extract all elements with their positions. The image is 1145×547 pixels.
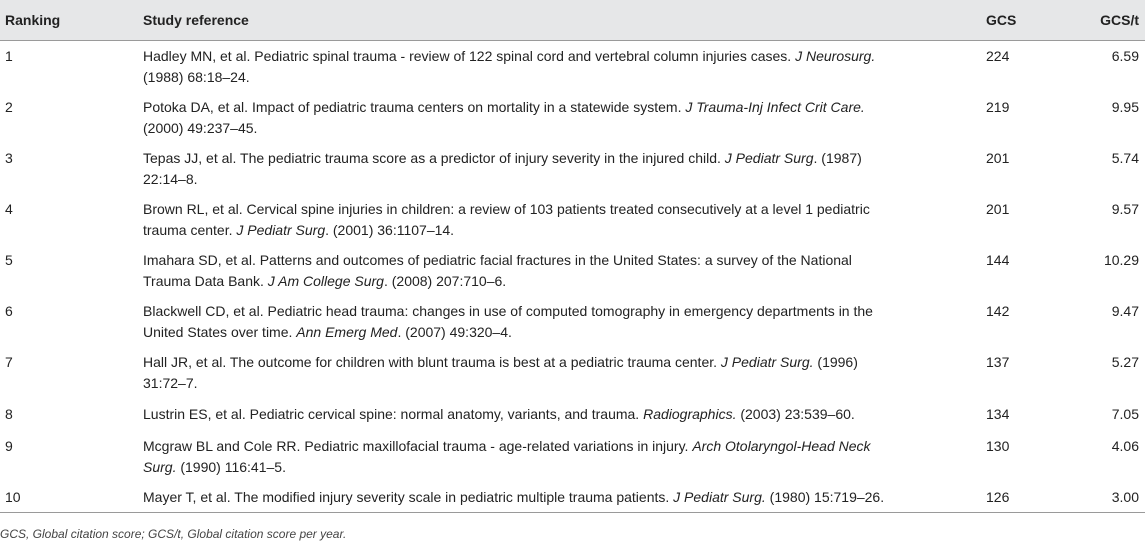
table-footnote: GCS, Global citation score; GCS/t, Global citation score per year. — [0, 527, 347, 541]
cell-ranking: 9 — [5, 437, 13, 454]
table-row — [0, 398, 1145, 431]
ref-journal: J Pediatr Surg — [236, 221, 326, 238]
table-row — [0, 296, 1145, 347]
cell-gcs-per-year: 5.74 — [1111, 149, 1139, 166]
cell-gcs: 142 — [986, 302, 1010, 319]
ref-text: Blackwell CD, et al. Pediatric head trauma: changes in use of computed tomography in emergency departments in the United States over time. — [143, 302, 873, 340]
cell-study-reference — [143, 245, 913, 296]
cell-gcs: 137 — [986, 353, 1010, 370]
table-body — [0, 40, 1145, 512]
cell-gcs: 201 — [986, 149, 1010, 166]
ref-journal: J Pediatr Surg. — [673, 488, 766, 505]
cell-gcs-per-year: 9.95 — [1111, 98, 1139, 115]
cell-ranking: 4 — [5, 200, 13, 217]
cell-gcs-per-year: 4.06 — [1111, 437, 1139, 454]
cell-study-reference — [143, 398, 913, 431]
ref-journal: J Trauma-Inj Infect Crit Care. — [685, 98, 865, 115]
cell-gcs: 224 — [986, 47, 1010, 64]
cell-ranking: 7 — [5, 353, 13, 370]
cell-gcs: 144 — [986, 251, 1010, 268]
ref-journal: J Neurosurg. — [795, 47, 876, 64]
ref-journal: J Am College Surg — [267, 272, 384, 289]
cell-study-reference — [143, 143, 913, 194]
table-row — [0, 194, 1145, 245]
ref-text: Potoka DA, et al. Impact of pediatric trauma centers on mortality in a statewide system. — [143, 98, 686, 115]
ref-citation: . (1987) 22:14–8. — [143, 149, 862, 187]
ref-text: Hall JR, et al. The outcome for children with blunt trauma is best at a pediatric trauma center. — [143, 353, 721, 370]
cell-ranking: 8 — [5, 405, 13, 422]
cell-study-reference — [143, 92, 913, 143]
table-row — [0, 40, 1145, 92]
ref-citation: (2003) 23:539–60. — [736, 405, 855, 422]
cell-gcs: 130 — [986, 437, 1010, 454]
table-row — [0, 92, 1145, 143]
ref-text: Hadley MN, et al. Pediatric spinal trauma - review of 122 spinal cord and vertebral column injuries cases. — [143, 47, 796, 64]
ref-journal: J Pediatr Surg — [724, 149, 814, 166]
ref-text: Imahara SD, et al. Patterns and outcomes of pediatric facial fractures in the United States: a survey of the National Trauma Data Bank. — [143, 251, 852, 289]
cell-gcs-per-year: 3.00 — [1003, 482, 1145, 513]
ref-journal: J Pediatr Surg. — [720, 353, 814, 370]
header-ranking: Ranking — [0, 0, 143, 40]
table-row — [0, 431, 1145, 482]
cell-gcs-per-year: 10.29 — [1103, 251, 1139, 268]
cell-gcs-per-year: 6.59 — [1111, 47, 1139, 64]
cell-gcs: 219 — [986, 98, 1010, 115]
cell-study-reference — [143, 431, 913, 482]
ref-citation: (1980) 15:719–26. — [765, 488, 885, 505]
ref-citation: (1996) 31:72–7. — [143, 353, 858, 391]
cell-gcs-per-year: 9.57 — [1111, 200, 1139, 217]
ref-citation: . (2008) 207:710–6. — [383, 272, 507, 289]
ref-citation: . (2007) 49:320–4. — [397, 323, 512, 340]
ref-citation: (2000) 49:237–45. — [143, 119, 258, 136]
cell-study-reference — [143, 40, 913, 92]
table-row — [0, 245, 1145, 296]
cell-study-reference — [143, 347, 913, 398]
cell-study-reference — [143, 482, 913, 513]
cell-gcs-per-year: 5.27 — [1111, 353, 1139, 370]
ref-journal: Radiographics. — [643, 405, 737, 422]
ref-text: Mcgraw BL and Cole RR. Pediatric maxillofacial trauma - age-related variations in injury. — [143, 437, 693, 454]
cell-gcs: 201 — [986, 200, 1010, 217]
ref-text: Mayer T, et al. The modified injury severity scale in pediatric multiple trauma patients. — [143, 488, 674, 505]
cell-gcs-per-year: 9.47 — [1111, 302, 1139, 319]
table-row — [0, 482, 1145, 513]
ref-text: Tepas JJ, et al. The pediatric trauma score as a predictor of injury severity in the injured child. — [143, 149, 725, 166]
header-study-reference: Study reference — [143, 0, 913, 40]
cell-ranking: 10 — [0, 482, 143, 513]
cell-ranking: 3 — [5, 149, 13, 166]
ref-journal: Ann Emerg Med — [296, 323, 398, 340]
header-gcs: GCS — [913, 0, 1003, 40]
cell-gcs-per-year: 7.05 — [1111, 405, 1139, 422]
cell-ranking: 2 — [5, 98, 13, 115]
ref-text: Brown RL, et al. Cervical spine injuries in children: a review of 103 patients treated consecutively at a level 1 pediatric trauma center. — [143, 200, 870, 238]
cell-ranking: 6 — [5, 302, 13, 319]
cell-gcs: 134 — [986, 405, 1010, 422]
cell-study-reference — [143, 296, 913, 347]
table-row — [0, 143, 1145, 194]
header-gcs-per-year: GCS/t — [1003, 0, 1145, 40]
ref-journal: Arch Otolaryngol-Head Neck Surg. — [143, 437, 871, 475]
cell-ranking: 1 — [5, 47, 13, 64]
cell-ranking: 5 — [5, 251, 13, 268]
ref-citation: . (2001) 36:1107–14. — [325, 221, 455, 238]
table-header — [0, 0, 1145, 40]
ref-citation: (1988) 68:18–24. — [143, 68, 250, 85]
ref-citation: (1990) 116:41–5. — [176, 458, 286, 475]
cell-study-reference — [143, 194, 913, 245]
table-row — [0, 347, 1145, 398]
cell-gcs: 126 — [913, 482, 1003, 513]
ref-text: Lustrin ES, et al. Pediatric cervical spine: normal anatomy, variants, and trauma. — [143, 405, 644, 422]
